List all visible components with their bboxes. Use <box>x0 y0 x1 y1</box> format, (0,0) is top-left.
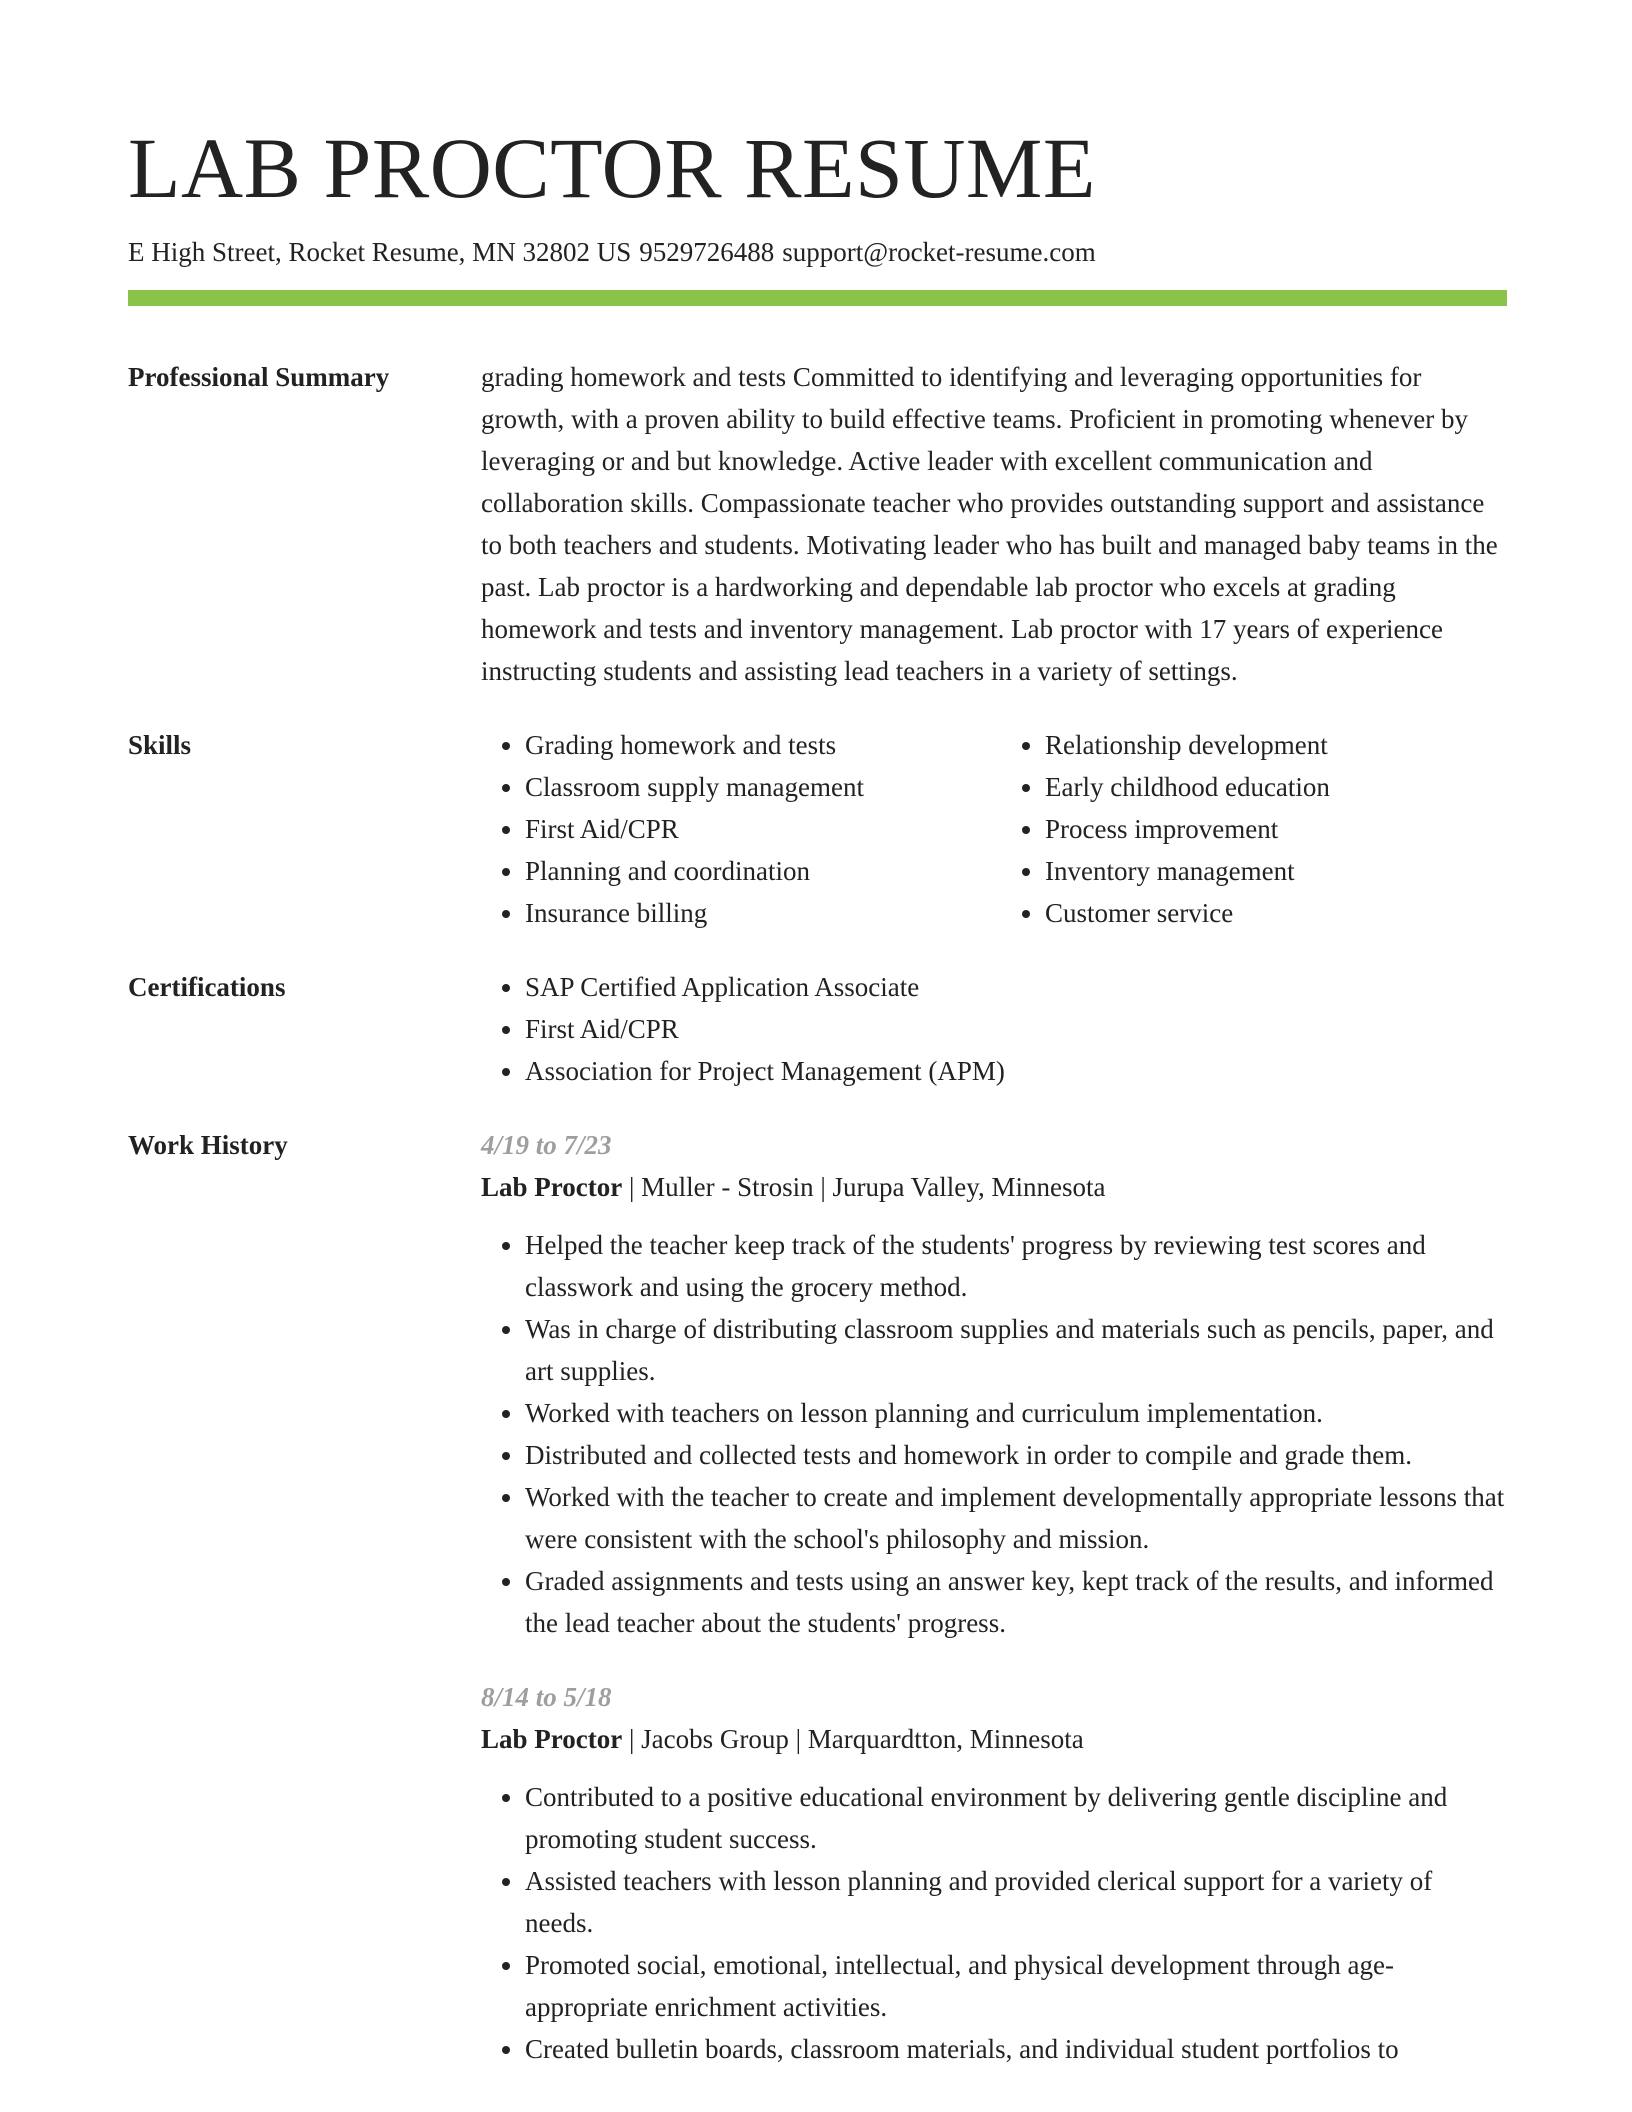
skill-item: • Grading homework and tests <box>525 724 985 766</box>
job-details: | Jacobs Group | Marquardtton, Minnesota <box>622 1724 1084 1754</box>
work-history-body <box>481 1124 1507 2070</box>
skill-item: • First Aid/CPR <box>525 808 985 850</box>
section-label-certifications: Certifications <box>128 972 286 1002</box>
job-bullet: • Worked with teachers on lesson planning and curriculum implementation. <box>525 1392 1507 1434</box>
job-details: | Muller - Strosin | Jurupa Valley, Minnesota <box>622 1172 1106 1202</box>
certifications-section <box>128 966 1507 1092</box>
job-bullet: • Helped the teacher keep track of the students' progress by reviewing test scores and classwork and using the grocery method. <box>525 1224 1507 1308</box>
section-label-work-history: Work History <box>128 1130 288 1160</box>
skills-list-left <box>481 724 985 934</box>
job-bullet: • Contributed to a positive educational environment by delivering gentle discipline and promoting student success. <box>525 1776 1507 1860</box>
job-bullet: • Created bulletin boards, classroom materials, and individual student portfolios to <box>525 2028 1507 2070</box>
certification-item: • First Aid/CPR <box>525 1008 1507 1050</box>
skill-item: • Inventory management <box>1045 850 1505 892</box>
job-entry <box>481 1124 1507 1644</box>
professional-summary-section <box>128 356 1507 692</box>
skill-item: • Insurance billing <box>525 892 985 934</box>
job-dates: 8/14 to 5/18 <box>481 1682 612 1712</box>
job-bullet: • Graded assignments and tests using an answer key, kept track of the results, and informed the lead teacher about the students' progress. <box>525 1560 1507 1644</box>
section-label-summary: Professional Summary <box>128 362 390 392</box>
job-title: Lab Proctor <box>481 1172 623 1202</box>
job-bullet: • Was in charge of distributing classroom supplies and materials such as pencils, paper, and art supplies. <box>525 1308 1507 1392</box>
job-bullets <box>481 1224 1507 1644</box>
section-label-skills: Skills <box>128 730 192 760</box>
contact-phone: 9529726488 <box>639 237 775 267</box>
skill-item: • Classroom supply management <box>525 766 985 808</box>
skill-item: • Process improvement <box>1045 808 1505 850</box>
job-entry <box>481 1676 1507 2070</box>
job-dates: 4/19 to 7/23 <box>481 1130 612 1160</box>
contact-email: support@rocket-resume.com <box>782 237 1096 267</box>
certification-item: • SAP Certified Application Associate <box>525 966 1507 1008</box>
job-bullets <box>481 1776 1507 2070</box>
skill-item: • Customer service <box>1045 892 1505 934</box>
resume-title: LAB PROCTOR RESUME <box>128 120 1096 216</box>
job-heading <box>481 1166 1507 1208</box>
certifications-list <box>481 966 1507 1092</box>
certifications-body <box>481 966 1507 1092</box>
resume-page <box>128 0 1507 2070</box>
work-history-section <box>128 1124 1507 2070</box>
job-bullet: • Worked with the teacher to create and implement developmentally appropriate lessons that were consistent with the school's philosophy and mission. <box>525 1476 1507 1560</box>
job-heading <box>481 1718 1507 1760</box>
job-bullet: • Assisted teachers with lesson planning and provided clerical support for a variety of needs. <box>525 1860 1507 1944</box>
summary-text: grading homework and tests Committed to identifying and leveraging opportunities for growth, with a proven ability to build effective teams. Proficient in promoting whenever by leveraging or and but knowledge. Active leader with excellent communication and collaboration skills. Compassionate teacher who provides outstanding support and assistance to both teachers and students. Motivating leader who has built and managed baby teams in the past. Lab proctor is a hardworking and dependable lab proctor who excels at grading homework and tests and inventory management. Lab proctor with 17 years of experience instructing students and assisting lead teachers in a variety of settings. <box>481 362 1498 686</box>
contact-line <box>128 234 1507 270</box>
certification-item: • Association for Project Management (APM) <box>525 1050 1507 1092</box>
job-bullet: • Distributed and collected tests and homework in order to compile and grade them. <box>525 1434 1507 1476</box>
job-bullet: • Promoted social, emotional, intellectual, and physical development through age-appropriate enrichment activities. <box>525 1944 1507 2028</box>
skill-item: • Relationship development <box>1045 724 1505 766</box>
skill-item: • Early childhood education <box>1045 766 1505 808</box>
job-title: Lab Proctor <box>481 1724 623 1754</box>
skills-columns <box>481 724 1507 934</box>
header-divider <box>128 290 1507 306</box>
skills-section <box>128 724 1507 934</box>
skills-list-right <box>985 724 1505 934</box>
contact-address: E High Street, Rocket Resume, MN 32802 US <box>128 237 632 267</box>
skill-item: • Planning and coordination <box>525 850 985 892</box>
